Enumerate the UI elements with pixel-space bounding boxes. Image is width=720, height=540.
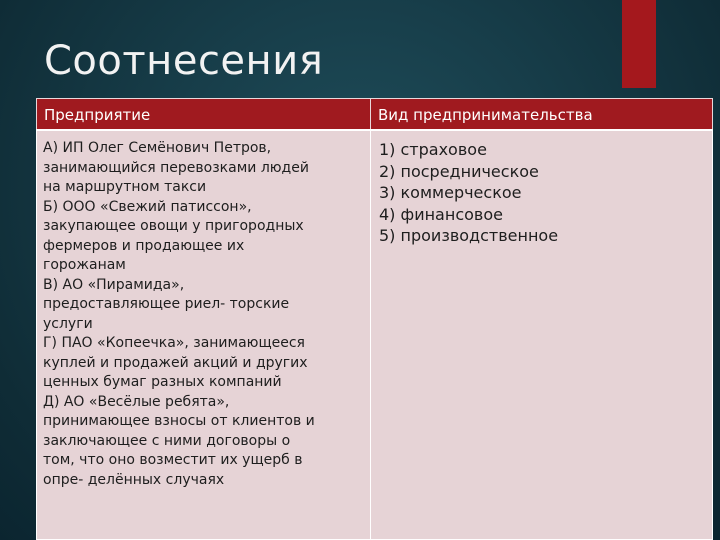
table-row bbox=[37, 130, 713, 540]
enterprise-line: услуги bbox=[43, 315, 93, 332]
table bbox=[36, 98, 713, 540]
accent-bar bbox=[622, 0, 656, 88]
header-enterprise: Предприятие bbox=[37, 99, 371, 131]
business-type-option: 4) финансовое bbox=[379, 204, 503, 224]
business-type-option: 3) коммерческое bbox=[379, 183, 522, 202]
enterprise-line: опре- делённых случаях bbox=[43, 471, 225, 488]
enterprise-cell bbox=[37, 130, 371, 540]
enterprise-line: занимающийся перевозками людей bbox=[43, 159, 309, 176]
business-type-option: 1) страховое bbox=[379, 140, 487, 159]
slide-title: Соотнесения bbox=[44, 38, 324, 84]
enterprise-list bbox=[43, 139, 364, 490]
enterprise-line: заключающее с ними договоры о bbox=[43, 432, 291, 449]
enterprise-line: куплей и продажей акций и других bbox=[43, 354, 308, 371]
enterprise-line: ценных бумаг разных компаний bbox=[43, 374, 282, 390]
enterprise-line: Г) ПАО «Копеечка», занимающееся bbox=[43, 335, 305, 351]
enterprise-line: Д) АО «Весёлые ребята», bbox=[43, 393, 230, 410]
enterprise-line: В) АО «Пирамида», bbox=[43, 276, 185, 293]
enterprise-line: том, что оно возместит их ущерб в bbox=[43, 452, 303, 468]
business-type-cell bbox=[371, 130, 713, 540]
header-business-type: Вид предпринимательства bbox=[371, 99, 713, 131]
business-type-option: 5) производственное bbox=[379, 226, 559, 245]
matching-table bbox=[36, 98, 684, 540]
enterprise-line: горожанам bbox=[43, 257, 126, 273]
enterprise-line: фермеров и продающее их bbox=[43, 237, 245, 254]
enterprise-line: на маршрутном такси bbox=[43, 179, 207, 195]
table-header-row bbox=[37, 99, 713, 131]
enterprise-line: А) ИП Олег Семёнович Петров, bbox=[43, 140, 272, 156]
enterprise-line: Б) ООО «Свежий патиссон», bbox=[43, 198, 252, 215]
enterprise-line: предоставляющее риел- торские bbox=[43, 296, 290, 312]
business-type-list bbox=[377, 139, 706, 247]
enterprise-line: принимающее взносы от клиентов и bbox=[43, 413, 315, 429]
business-type-option: 2) посредническое bbox=[379, 161, 539, 181]
enterprise-line: закупающее овощи у пригородных bbox=[43, 218, 304, 234]
